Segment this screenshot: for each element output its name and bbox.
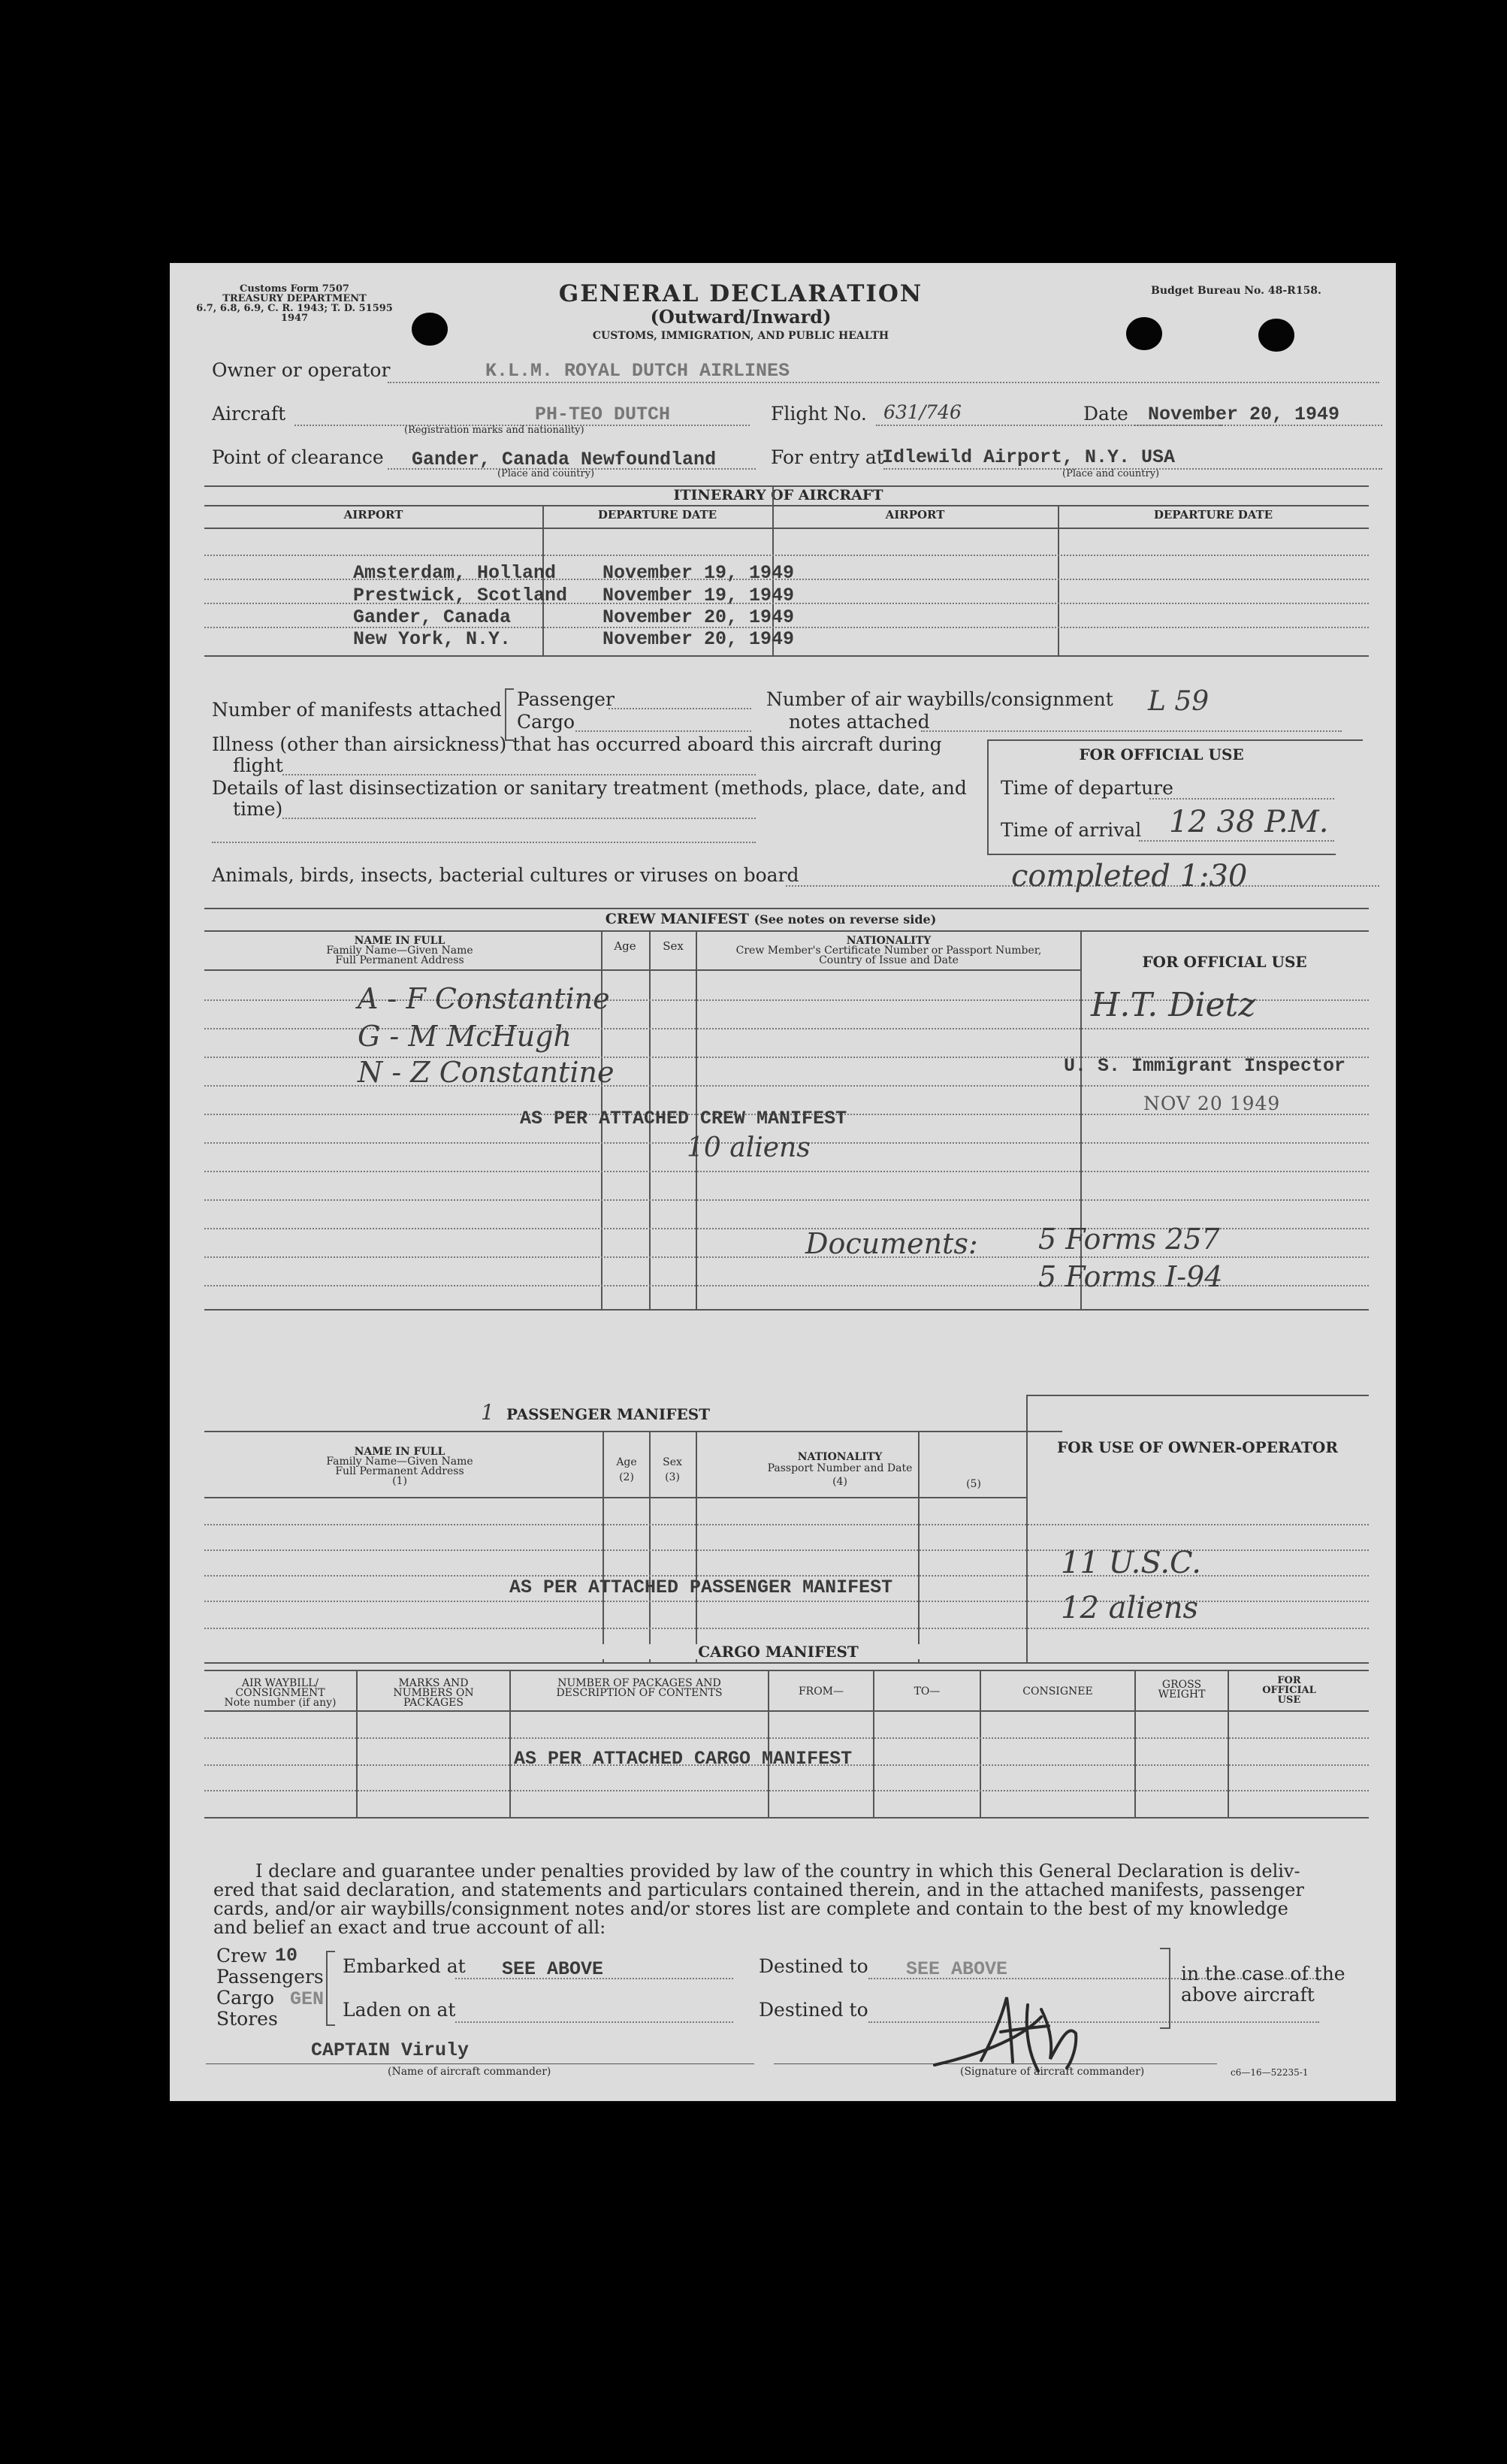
documents-label: Documents: xyxy=(805,1227,978,1260)
itinerary-airport: Amsterdam, Holland xyxy=(353,562,557,584)
itinerary-date: November 20, 1949 xyxy=(602,606,795,628)
embarked-label: Embarked at xyxy=(343,1955,466,1977)
itinerary-header: AIRPORT xyxy=(885,508,945,522)
arrival-time-value: 12 38 P.M. xyxy=(1169,805,1329,839)
budget-number: Budget Bureau No. 48-R158. xyxy=(1151,285,1321,297)
col-heading-line: AIR WAYBILL/ xyxy=(241,1677,319,1689)
crew-col-sex: Sex xyxy=(663,939,684,953)
itinerary-date: November 19, 1949 xyxy=(602,585,795,606)
col-heading-line: PACKAGES xyxy=(403,1697,464,1709)
arrival-time-label: Time of arrival xyxy=(1001,819,1142,841)
col-heading-line: NAME IN FULL xyxy=(354,935,445,947)
stores-total-label: Stores xyxy=(216,2008,278,2030)
col-heading-line: NUMBER OF PACKAGES AND xyxy=(557,1677,721,1689)
crew-title-note: (See notes on reverse side) xyxy=(754,912,937,927)
col-heading-line: (3) xyxy=(665,1471,680,1483)
official-use-title: FOR OFFICIAL USE xyxy=(1079,745,1244,763)
cargo-col-marks xyxy=(358,1679,509,1708)
documents-form-257: 5 Forms 257 xyxy=(1038,1223,1220,1256)
cargo-col-from: FROM— xyxy=(798,1685,844,1698)
col-heading-line: Country of Issue and Date xyxy=(819,954,959,966)
disinsect-label: Details of last disinsectization or sanitary treatment (methods, place, date, and xyxy=(212,777,967,799)
aircraft-value: PH-TEO DUTCH xyxy=(535,404,671,425)
itinerary-date: November 20, 1949 xyxy=(602,628,795,650)
col-heading-line: NUMBERS ON xyxy=(393,1687,474,1699)
owner-usc: 11 U.S.C. xyxy=(1061,1546,1201,1580)
form-number xyxy=(189,284,400,323)
crew-col-name xyxy=(204,936,595,966)
signature-label: (Signature of aircraft commander) xyxy=(960,2066,1145,2078)
cargo-total-label: Cargo xyxy=(216,1987,275,2009)
crew-title-text: CREW MANIFEST xyxy=(605,911,749,927)
cargo-col-consignee: CONSIGNEE xyxy=(1022,1685,1093,1698)
manifest-cargo-label: Cargo xyxy=(517,711,575,733)
punch-hole xyxy=(1126,317,1162,350)
col-heading-line: (1) xyxy=(392,1475,407,1487)
crew-total-label: Crew xyxy=(216,1945,267,1967)
itinerary-header: AIRPORT xyxy=(343,508,403,522)
passenger-manifest-title: PASSENGER MANIFEST xyxy=(506,1405,711,1423)
itinerary-airport: New York, N.Y. xyxy=(353,628,512,650)
owner-label: Owner or operator xyxy=(212,359,391,381)
form-subtitle: (Outward/Inward) xyxy=(650,306,832,328)
manifests-label: Number of manifests attached xyxy=(212,699,502,721)
col-heading-line: Family Name—Given Name xyxy=(326,1456,473,1468)
declaration-line: ered that said declaration, and statements and particulars contained therein, and in the attached manifests, passenger xyxy=(213,1879,1304,1900)
date-label: Date xyxy=(1083,403,1128,425)
illness-label-2: flight xyxy=(233,754,283,776)
col-heading-line: Full Permanent Address xyxy=(335,1465,464,1477)
departure-time-label: Time of departure xyxy=(1001,777,1173,799)
manifest-passenger-label: Passenger xyxy=(517,688,615,710)
declaration-line: cards, and/or air waybills/consignment notes and/or stores list are complete and contain to the best of my knowledge xyxy=(213,1898,1288,1919)
crew-hand-entry: N - Z Constantine xyxy=(358,1056,615,1089)
documents-form-i94: 5 Forms I-94 xyxy=(1038,1260,1223,1293)
date-value: November 20, 1949 xyxy=(1148,404,1340,425)
passengers-total-label: Passengers xyxy=(216,1966,324,1988)
cargo-typed-note: AS PER ATTACHED CARGO MANIFEST xyxy=(514,1748,853,1770)
col-heading-line: CONSIGNMENT xyxy=(235,1687,325,1699)
in-case-text: in the case of the xyxy=(1181,1963,1345,1985)
print-code: c6—16—52235-1 xyxy=(1231,2067,1309,2078)
animals-note: completed 1:30 xyxy=(1011,859,1248,893)
commander-name-label: (Name of aircraft commander) xyxy=(388,2066,551,2078)
embarked-value: SEE ABOVE xyxy=(502,1958,604,1980)
declaration-line: and belief an exact and true account of all: xyxy=(213,1917,606,1938)
aircraft-label: Aircraft xyxy=(212,403,286,425)
animals-label: Animals, birds, insects, bacterial cultures or viruses on board xyxy=(212,864,799,886)
col-heading-line: USE xyxy=(1277,1695,1301,1706)
col-heading-line: Passport Number and Date xyxy=(767,1462,913,1474)
itinerary-header: DEPARTURE DATE xyxy=(597,508,717,522)
col-heading-line: (2) xyxy=(619,1471,634,1483)
general-declaration-form xyxy=(170,263,1396,2101)
crew-aliens: 10 aliens xyxy=(687,1132,811,1163)
col-heading-line: (4) xyxy=(832,1476,847,1488)
cargo-col-to: TO— xyxy=(914,1685,941,1698)
entry-value: Idlewild Airport, N.Y. USA xyxy=(882,446,1176,468)
destined-label: Destined to xyxy=(759,1955,868,1977)
passenger-col-name xyxy=(204,1447,595,1486)
punch-hole xyxy=(1258,319,1294,352)
form-id-line: 1947 xyxy=(280,313,309,324)
col-heading-line: Note number (if any) xyxy=(224,1697,337,1709)
col-heading-line: Age xyxy=(616,1456,637,1468)
form-agencies: CUSTOMS, IMMIGRATION, AND PUBLIC HEALTH xyxy=(592,330,889,342)
form-id-line: 6.7, 6.8, 6.9, C. R. 1943; T. D. 51595 xyxy=(196,303,393,314)
cargo-col-packages xyxy=(511,1679,768,1698)
clearance-sub: (Place and country) xyxy=(497,468,595,479)
laden-label: Laden on at xyxy=(343,1999,456,2021)
itinerary-airport: Prestwick, Scotland xyxy=(353,585,568,606)
col-heading-line: GROSS xyxy=(1161,1679,1202,1691)
flight-label: Flight No. xyxy=(771,403,867,425)
col-heading-line: FOR xyxy=(1277,1675,1301,1686)
flight-value: 631/746 xyxy=(883,401,962,423)
col-heading-line: NATIONALITY xyxy=(846,935,932,947)
col-heading-line: DESCRIPTION OF CONTENTS xyxy=(556,1687,723,1699)
disinsect-label-2: time) xyxy=(233,798,283,820)
crew-col-nationality xyxy=(697,936,1080,966)
cargo-manifest-title: CARGO MANIFEST xyxy=(590,1644,966,1659)
cargo-col-official xyxy=(1229,1676,1349,1705)
cargo-col-waybill xyxy=(204,1679,356,1708)
passenger-col-sex xyxy=(651,1455,694,1485)
col-heading-line: Crew Member's Certificate Number or Passport Number, xyxy=(735,945,1042,957)
owner-value: K.L.M. ROYAL DUTCH AIRLINES xyxy=(485,360,790,382)
inspector-stamp-date: NOV 20 1949 xyxy=(1143,1093,1281,1114)
waybills-label: Number of air waybills/consignment xyxy=(766,688,1113,710)
entry-label: For entry at xyxy=(771,446,884,468)
clearance-value: Gander, Canada Newfoundland xyxy=(412,449,717,470)
inspector-signature: H.T. Dietz xyxy=(1091,986,1256,1024)
waybills-label-2: notes attached xyxy=(789,711,930,733)
waybills-value: L 59 xyxy=(1148,686,1210,717)
form-id-line: TREASURY DEPARTMENT xyxy=(222,293,367,304)
col-heading-line: NAME IN FULL xyxy=(354,1446,445,1458)
destined-value: SEE ABOVE xyxy=(906,1958,1008,1980)
crew-manifest-title xyxy=(470,912,1071,927)
form-title: GENERAL DECLARATION xyxy=(558,280,923,307)
itinerary-airport: Gander, Canada xyxy=(353,606,512,628)
entry-sub: (Place and country) xyxy=(1062,468,1160,479)
owner-operator-col: FOR USE OF OWNER-OPERATOR xyxy=(1057,1438,1338,1456)
inspector-title: U. S. Immigrant Inspector xyxy=(1064,1055,1346,1077)
commander-name-value: CAPTAIN Viruly xyxy=(311,2039,470,2061)
crew-col-age: Age xyxy=(614,939,636,953)
punch-hole xyxy=(412,313,448,346)
form-id-line: Customs Form 7507 xyxy=(240,283,349,295)
crew-total-value: 10 xyxy=(275,1945,298,1967)
itinerary-date: November 19, 1949 xyxy=(602,562,795,584)
crew-col-official: FOR OFFICIAL USE xyxy=(1142,953,1307,971)
passenger-col-5: (5) xyxy=(966,1478,981,1490)
crew-typed-note: AS PER ATTACHED CREW MANIFEST xyxy=(520,1108,847,1129)
commander-signature xyxy=(929,1987,1109,2077)
aircraft-sub: (Registration marks and nationality) xyxy=(404,425,584,436)
crew-hand-entry: A - F Constantine xyxy=(358,982,610,1015)
col-heading-line: Full Permanent Address xyxy=(335,954,464,966)
itinerary-header: DEPARTURE DATE xyxy=(1153,508,1273,522)
clearance-label: Point of clearance xyxy=(212,446,384,468)
destined-label-2: Destined to xyxy=(759,1999,868,2021)
illness-label: Illness (other than airsickness) that has occurred aboard this aircraft during xyxy=(212,733,942,755)
owner-aliens: 12 aliens xyxy=(1061,1591,1199,1625)
cargo-col-gross-weight xyxy=(1136,1680,1228,1700)
col-heading-line: WEIGHT xyxy=(1158,1689,1206,1701)
col-heading-line: NATIONALITY xyxy=(797,1451,883,1463)
passenger-typed-note: AS PER ATTACHED PASSENGER MANIFEST xyxy=(509,1577,893,1598)
passenger-col-age xyxy=(606,1455,648,1485)
crew-hand-entry: G - M McHugh xyxy=(358,1020,572,1053)
col-heading-line: MARKS AND xyxy=(398,1677,469,1689)
col-heading-line: OFFICIAL xyxy=(1262,1685,1316,1696)
declaration-line: I declare and guarantee under penalties provided by law of the country in which this General Declaration is deliv- xyxy=(255,1861,1300,1882)
col-heading-line: Family Name—Given Name xyxy=(326,945,473,957)
declaration-text xyxy=(213,1862,1304,1937)
cargo-total-value: GEN xyxy=(290,1988,325,2010)
col-heading-line: Sex xyxy=(663,1456,682,1468)
in-case-text-2: above aircraft xyxy=(1181,1984,1315,2006)
itinerary-title: ITINERARY OF AIRCRAFT xyxy=(673,487,883,503)
passenger-count: 1 xyxy=(481,1400,494,1425)
